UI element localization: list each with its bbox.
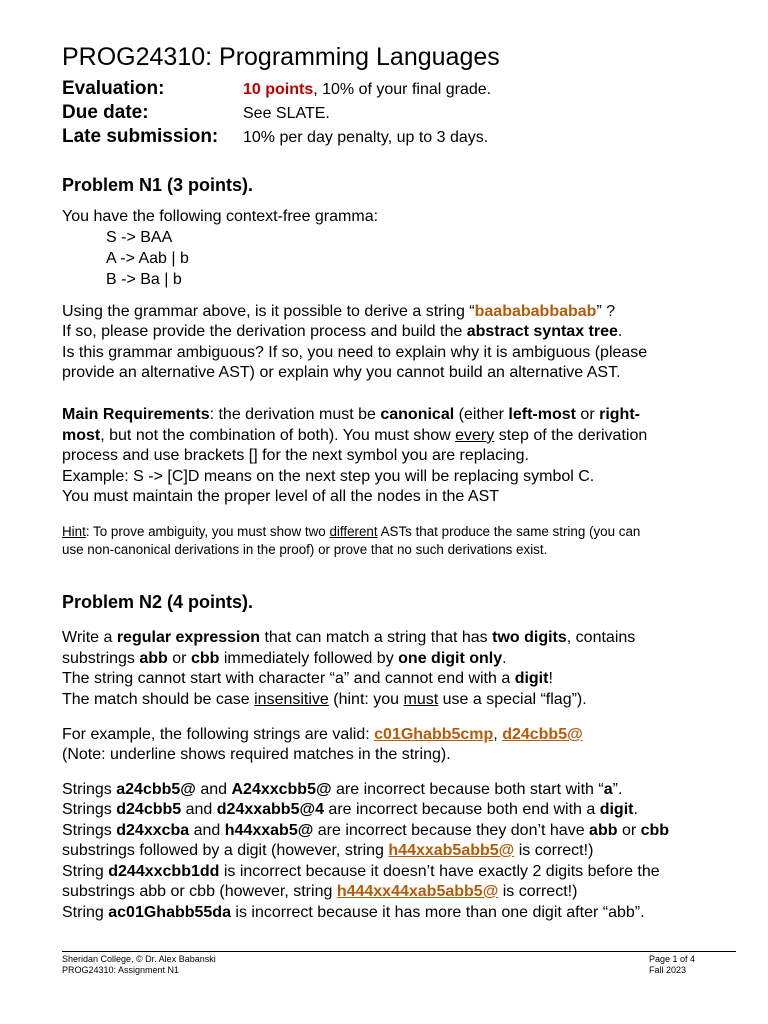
text: substrings followed by a digit (however, string [62, 842, 389, 859]
invalid-string: d24xxabb5@4 [216, 801, 324, 818]
text: two digits [492, 629, 567, 646]
n2-invalid-line [62, 780, 622, 800]
late-submission-value: 10% per day penalty, up to 3 days. [243, 129, 489, 146]
n2-line [62, 669, 553, 689]
page-title: PROG24310: Programming Languages [62, 43, 500, 71]
footer-right [649, 954, 695, 975]
text: If so, please provide the derivation process and build the [62, 323, 467, 340]
due-date-row [62, 102, 330, 124]
grammar-rule: B -> Ba | b [106, 271, 182, 288]
valid-string: d24cbb5@ [502, 726, 583, 743]
n1-question-line: Is this grammar ambiguous? If so, you need to explain why it is ambiguous (please [62, 344, 648, 361]
text: canonical [380, 406, 455, 423]
requirements-line: You must maintain the proper level of all the nodes in the AST [62, 488, 500, 505]
text: substrings [62, 650, 140, 667]
text: regular expression [116, 629, 260, 646]
text: . [633, 801, 638, 818]
problem-n1-heading: Problem N1 (3 points). [62, 175, 254, 195]
n2-invalid-line [62, 903, 645, 923]
requirements-line: Example: S -> [C]D means on the next step you will be replacing symbol C. [62, 468, 595, 485]
n2-example-line [62, 725, 583, 745]
invalid-string: d24xxcba [116, 822, 190, 839]
invalid-string: ac01Ghabb55da [108, 904, 231, 921]
text: String [62, 904, 109, 921]
text: immediately followed by [219, 650, 399, 667]
text: . [617, 323, 623, 340]
target-string: baabababbabab [474, 303, 597, 320]
evaluation-label: Evaluation: [62, 78, 165, 99]
invalid-string: d244xxcbb1dd [108, 863, 220, 880]
footer-divider [62, 951, 736, 952]
text: and [181, 801, 217, 818]
footer-college: Sheridan College, © Dr. Alex Babanski [62, 954, 216, 964]
text: is incorrect because it has more than one digit after “abb”. [230, 904, 645, 921]
n2-invalid-line [62, 841, 593, 861]
invalid-string: d24cbb5 [116, 801, 182, 818]
text: : the derivation must be [209, 406, 381, 423]
text: . [502, 650, 507, 667]
text: (hint: you [328, 691, 404, 708]
text: different [329, 524, 378, 539]
footer-page-number: Page 1 of 4 [649, 954, 696, 964]
text: , [493, 726, 503, 743]
requirements-line: process and use brackets [] for the next symbol you are replacing. [62, 447, 529, 464]
n2-line [62, 628, 635, 648]
n2-invalid-line [62, 800, 638, 820]
text: (either [454, 406, 509, 423]
valid-string: c01Ghabb5cmp [374, 726, 494, 743]
text: abb [589, 822, 618, 839]
text: use a special “flag”). [438, 691, 587, 708]
text: is correct!) [514, 842, 594, 859]
hint-label: Hint [62, 524, 86, 539]
text: , but not the combination of both). You must show [100, 427, 456, 444]
n2-line [62, 649, 507, 669]
text: that can match a string that has [260, 629, 493, 646]
requirements-label: Main Requirements [62, 406, 210, 423]
text: or [167, 650, 191, 667]
text: most [62, 427, 101, 444]
hint-line: use non-canonical derivations in the proof) or prove that no such derivations exist. [62, 542, 548, 557]
n2-example-note: (Note: underline shows required matches in the string). [62, 746, 451, 763]
text: ! [548, 670, 553, 687]
text: Write a [62, 629, 117, 646]
evaluation-rest: , 10% of your final grade. [313, 81, 492, 98]
n1-question-line [62, 302, 615, 322]
grammar-rule: S -> BAA [106, 229, 173, 246]
text: The match should be case [62, 691, 255, 708]
grammar-rule: A -> Aab | b [106, 250, 189, 267]
text: ” ? [596, 303, 616, 320]
text: or [575, 406, 600, 423]
text: , contains [566, 629, 636, 646]
text: is correct!) [498, 883, 578, 900]
text: Strings [62, 822, 117, 839]
text: left-most [508, 406, 576, 423]
requirements-line [62, 405, 640, 425]
footer-left [62, 954, 216, 975]
n2-line [62, 690, 587, 710]
text: and [189, 822, 225, 839]
text: Strings [62, 801, 117, 818]
text: a [603, 781, 613, 798]
n1-question-line [62, 322, 622, 342]
text: Using the grammar above, is it possible to derive a string “ [62, 303, 475, 320]
text: String [62, 863, 109, 880]
text: or [617, 822, 641, 839]
text: The string cannot start with character “a” and cannot end with a [62, 670, 515, 687]
due-date-value: See SLATE. [243, 105, 330, 122]
late-submission-label: Late submission: [62, 126, 219, 147]
text: must [403, 691, 439, 708]
text: substrings abb or cbb (however, string [62, 883, 337, 900]
evaluation-row [62, 78, 491, 100]
text: are incorrect because they don’t have [313, 822, 590, 839]
valid-string: h444xx44xab5abb5@ [336, 883, 499, 900]
text: right- [599, 406, 640, 423]
text: For example, the following strings are valid: [62, 726, 375, 743]
footer-term: Fall 2023 [649, 964, 687, 975]
problem-n2-heading: Problem N2 (4 points). [62, 592, 254, 612]
invalid-string: h44xxab5@ [224, 822, 314, 839]
text: digit [514, 670, 549, 687]
n1-intro: You have the following context-free gramma: [62, 208, 379, 225]
due-date-label: Due date: [62, 102, 149, 123]
invalid-string: A24xxcbb5@ [231, 781, 332, 798]
text: and [195, 781, 232, 798]
n2-invalid-line [62, 882, 577, 902]
text: is incorrect because it doesn’t have exactly 2 digits before the [219, 863, 660, 880]
text: every [455, 427, 495, 444]
n2-invalid-line [62, 821, 669, 841]
text: cbb [190, 650, 220, 667]
text: are incorrect because both start with “ [331, 781, 604, 798]
requirements-line [62, 426, 647, 446]
text: ASTs that produce the same string (you can [377, 524, 641, 539]
text: insensitive [254, 691, 329, 708]
text: digit [599, 801, 634, 818]
text: : To prove ambiguity, you must show two [85, 524, 330, 539]
text: one digit only [398, 650, 503, 667]
late-submission-row [62, 126, 488, 148]
text: are incorrect because both end with a [323, 801, 600, 818]
evaluation-points: 10 points [243, 81, 314, 98]
ast-term: abstract syntax tree [466, 323, 618, 340]
text: ”. [612, 781, 623, 798]
invalid-string: a24cbb5@ [116, 781, 196, 798]
n2-invalid-line [62, 862, 660, 882]
valid-string: h44xxab5abb5@ [388, 842, 515, 859]
footer-assignment: PROG24310: Assignment N1 [62, 964, 180, 975]
hint-line [62, 523, 640, 541]
text: cbb [640, 822, 670, 839]
text: abb [139, 650, 168, 667]
n1-question-line: provide an alternative AST) or explain why you cannot build an alternative AST. [62, 364, 621, 381]
text: step of the derivation [494, 427, 648, 444]
text: Strings [62, 781, 117, 798]
